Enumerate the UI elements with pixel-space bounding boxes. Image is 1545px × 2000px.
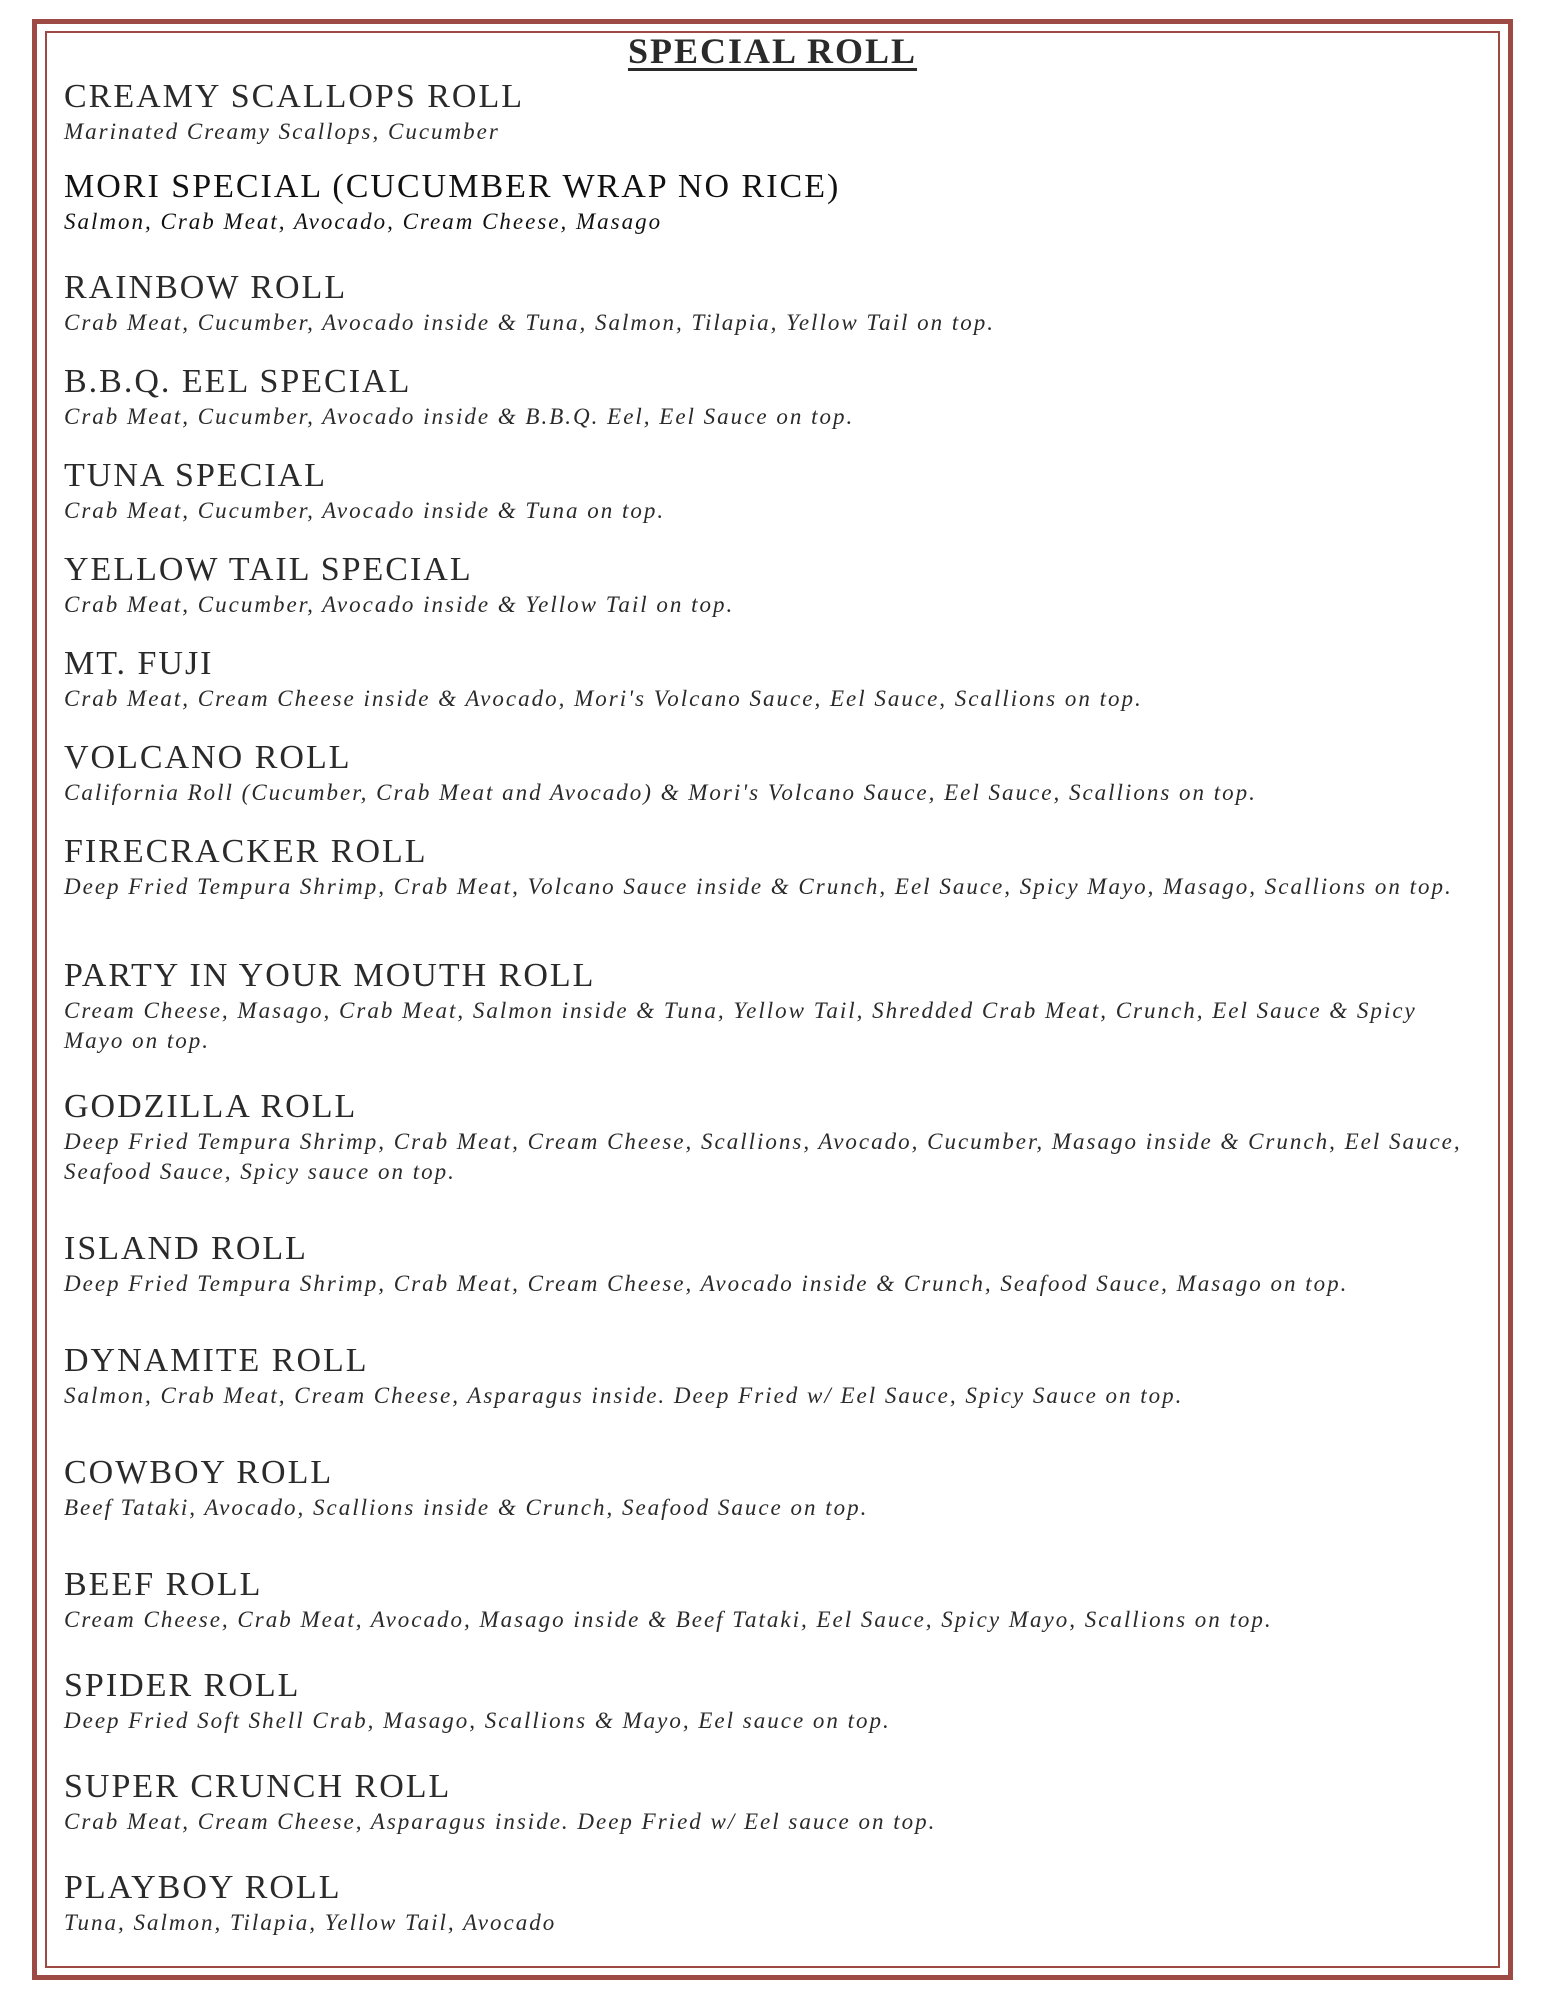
menu-item-description: Deep Fried Tempura Shrimp, Crab Meat, Cream Cheese, Scallions, Avocado, Cucumber, Masago inside & Crunch, Eel Sauce, Seafood Sauce, Spicy sauce on top. <box>64 1129 1462 1184</box>
menu-item <box>64 1566 1484 1635</box>
menu-item-name: SPIDER ROLL <box>64 1667 301 1704</box>
menu-item-description: Crab Meat, Cucumber, Avocado inside & Tuna on top. <box>64 498 666 523</box>
menu-item-description: Crab Meat, Cucumber, Avocado inside & Tuna, Salmon, Tilapia, Yellow Tail on top. <box>64 310 996 335</box>
menu-item <box>64 1454 1484 1523</box>
menu-item <box>64 168 1484 237</box>
menu-item-description: Deep Fried Soft Shell Crab, Masago, Scallions & Mayo, Eel sauce on top. <box>64 1708 891 1733</box>
menu-item <box>64 551 1484 620</box>
menu-item-name: TUNA SPECIAL <box>64 457 327 494</box>
menu-item <box>64 78 1484 147</box>
menu-item-description: Salmon, Crab Meat, Cream Cheese, Asparagus inside. Deep Fried w/ Eel Sauce, Spicy Sauce on top. <box>64 1383 1184 1408</box>
menu-item <box>64 1869 1484 1938</box>
menu-item-name: GODZILLA ROLL <box>64 1088 358 1125</box>
menu-item-description: Beef Tataki, Avocado, Scallions inside & Crunch, Seafood Sauce on top. <box>64 1495 869 1520</box>
menu-item <box>64 1768 1484 1837</box>
menu-item-name: CREAMY SCALLOPS ROLL <box>64 78 525 115</box>
menu-item <box>64 1667 1484 1736</box>
menu-item-name: RAINBOW ROLL <box>64 269 348 306</box>
menu-item-name: VOLCANO ROLL <box>64 739 352 776</box>
menu-item <box>64 269 1484 338</box>
menu-item-name: YELLOW TAIL SPECIAL <box>64 551 473 588</box>
menu-item-name: SUPER CRUNCH ROLL <box>64 1768 452 1805</box>
menu-item-description: Salmon, Crab Meat, Avocado, Cream Cheese, Masago <box>64 209 663 234</box>
menu-item <box>64 957 1484 1056</box>
menu-item-description: Deep Fried Tempura Shrimp, Crab Meat, Volcano Sauce inside & Crunch, Eel Sauce, Spicy Mayo, Masago, Scallions on top. <box>64 874 1453 899</box>
menu-item-description: Crab Meat, Cucumber, Avocado inside & B.B.Q. Eel, Eel Sauce on top. <box>64 404 855 429</box>
menu-item-description: Crab Meat, Cream Cheese inside & Avocado, Mori's Volcano Sauce, Eel Sauce, Scallions on top. <box>64 686 1143 711</box>
menu-item-name: BEEF ROLL <box>64 1566 263 1603</box>
menu-item <box>64 739 1484 808</box>
page-title: SPECIAL ROLL <box>627 31 918 71</box>
menu-item <box>64 457 1484 526</box>
menu-item <box>64 833 1484 902</box>
menu-item-name: PLAYBOY ROLL <box>64 1869 342 1906</box>
menu-item <box>64 1088 1484 1187</box>
menu-item-name: MORI SPECIAL (CUCUMBER WRAP NO RICE) <box>64 168 841 205</box>
menu-item-description: Crab Meat, Cucumber, Avocado inside & Yellow Tail on top. <box>64 592 735 617</box>
menu-item-description: Tuna, Salmon, Tilapia, Yellow Tail, Avocado <box>64 1910 557 1935</box>
menu-item-description: Deep Fried Tempura Shrimp, Crab Meat, Cream Cheese, Avocado inside & Crunch, Seafood Sauce, Masago on top. <box>64 1271 1349 1296</box>
menu-item-description: Cream Cheese, Masago, Crab Meat, Salmon inside & Tuna, Yellow Tail, Shredded Crab Meat, Crunch, Eel Sauce & Spicy Mayo on top. <box>64 998 1417 1053</box>
menu-item-description: Marinated Creamy Scallops, Cucumber <box>64 119 500 144</box>
menu-item-description: Crab Meat, Cream Cheese, Asparagus inside. Deep Fried w/ Eel sauce on top. <box>64 1809 937 1834</box>
menu-item-name: DYNAMITE ROLL <box>64 1342 369 1379</box>
menu-item <box>64 1342 1484 1411</box>
menu-item-description: Cream Cheese, Crab Meat, Avocado, Masago inside & Beef Tataki, Eel Sauce, Spicy Mayo, Scallions on top. <box>64 1607 1273 1632</box>
menu-item-name: ISLAND ROLL <box>64 1230 308 1267</box>
menu-item <box>64 645 1484 714</box>
menu-item-name: FIRECRACKER ROLL <box>64 833 428 870</box>
menu-item-name: PARTY IN YOUR MOUTH ROLL <box>64 957 596 994</box>
menu-item-name: B.B.Q. EEL SPECIAL <box>64 363 412 400</box>
menu-item <box>64 363 1484 432</box>
menu-item-name: COWBOY ROLL <box>64 1454 334 1491</box>
menu-item-description: California Roll (Cucumber, Crab Meat and Avocado) & Mori's Volcano Sauce, Eel Sauce, Scallions on top. <box>64 780 1257 805</box>
menu-item-name: MT. FUJI <box>64 645 214 682</box>
menu-item <box>64 1230 1484 1299</box>
